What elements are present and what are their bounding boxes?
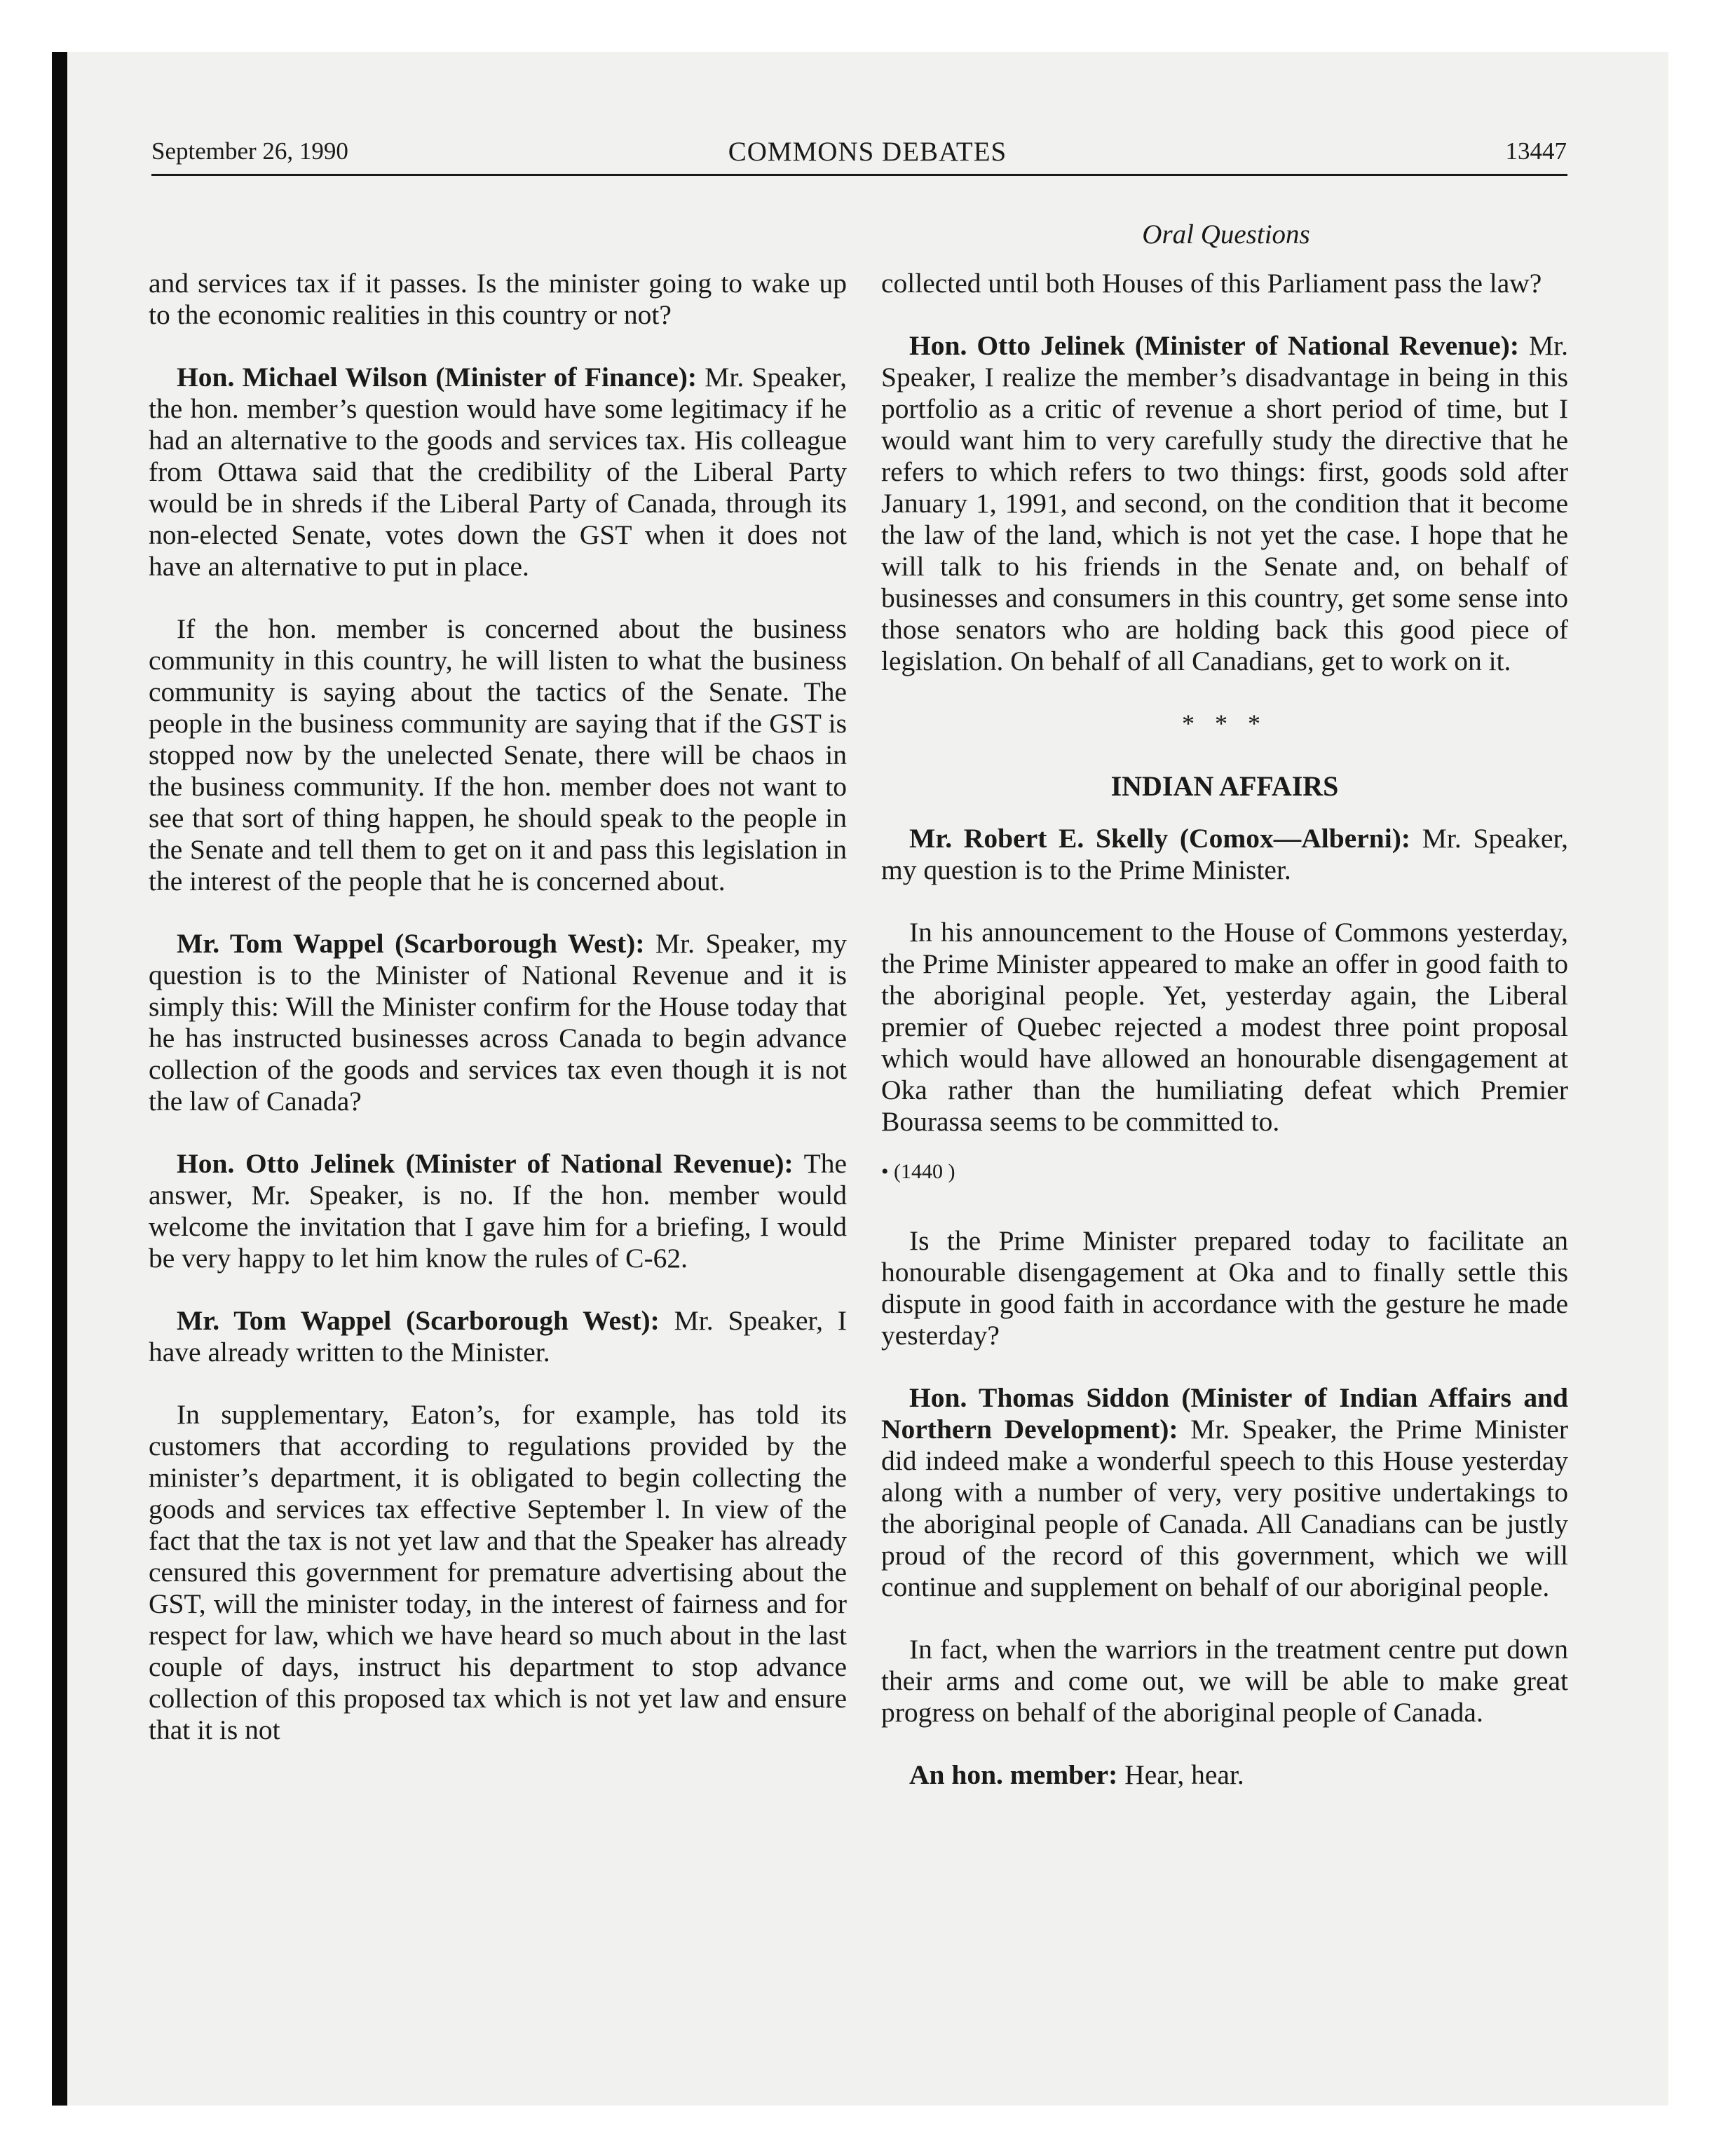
paragraph-text: Mr. Speaker, my question is to the Prime Minister. [881,823,1569,885]
speaker-name: Mr. Tom Wappel (Scarborough West): [177,928,645,959]
paragraph [881,268,1568,299]
paragraph [149,268,847,331]
header-rule [151,174,1567,176]
paragraph-text: If the hon. member is concerned about the business community in this country, he will listen to what the business community is saying about the tactics of the Senate. The people in the business community are saying that if the GST is stopped now by the unelected Senate, there will be chaos in the business community. If the hon. member does not want to see that sort of thing happen, he should speak to the people in the Senate and tell them to get on it and pass this legislation in the interest of the people that he is concerned about. [149,613,847,896]
paragraph [881,1382,1568,1603]
paragraph [149,928,847,1117]
speaker-name: An hon. member: [909,1759,1118,1790]
speaker-name: Hon. Michael Wilson (Minister of Finance): [177,362,698,393]
paragraph-text: and services tax if it passes. Is the minister going to wake up to the economic realities in this country or not? [149,268,847,330]
speaker-name: Hon. Thomas Siddon (Minister of Indian Affairs and Northern Development): [881,1382,1568,1445]
page-number: 13447 [1505,137,1567,165]
paragraph-text: In supplementary, Eaton’s, for example, has told its customers that according to regulations provided by the minister’s department, it is obligated to begin collecting the goods and services tax effective September l. In view of the fact that the tax is not yet law and that the Speaker has already censured this government for premature advertising about the GST, will the minister today, in the interest of fairness and for respect for law, which we have heard so much about in the last couple of days, instruct his department to stop advance collection of this proposed tax which is not yet law and ensure that it is not [149,1399,847,1745]
paragraph [149,613,847,897]
paragraph-text: In fact, when the warriors in the treatment centre put down their arms and come out, we will be able to make great progress on behalf of the aboriginal people of Canada. [881,1634,1568,1728]
header-title: COMMONS DEBATES [728,137,1007,167]
speaker-name: Mr. Tom Wappel (Scarborough West): [177,1305,660,1336]
paragraph-text: Hear, hear. [1117,1759,1244,1790]
paragraph [881,1225,1568,1351]
paragraph-text: Mr. Speaker, I have already written to the Minister. [149,1305,848,1367]
time-marker: • (1440 ) [881,1160,955,1183]
speaker-name: Hon. Otto Jelinek (Minister of National Revenue): [909,330,1519,361]
header-date: September 26, 1990 [151,137,348,165]
right-column [881,268,1568,1822]
left-column [149,268,847,1777]
paragraph-text: In his announcement to the House of Commons yesterday, the Prime Minister appeared to make an offer in good faith to the aboriginal people. Yet, yesterday again, the Liberal premier of Quebec rejected a modest three point proposal which would have allowed an honourable disengagement at Oka rather than the humiliating defeat which Premier Bourassa seems to be committed to. [881,917,1568,1137]
paragraph [881,1759,1568,1791]
paragraph-text: collected until both Houses of this Parliament pass the law? [881,268,1542,299]
section-heading: INDIAN AFFAIRS [1110,770,1339,802]
paragraph [149,1305,847,1368]
paragraph [149,1399,847,1746]
paragraph [881,917,1568,1138]
paragraph [881,823,1568,886]
paragraph-text: The answer, Mr. Speaker, is no. If the hon. member would welcome the invitation that I gave him for a briefing, I would be very happy to let him know the rules of C-62. [149,1148,847,1274]
speaker-name: Hon. Otto Jelinek (Minister of National Revenue): [177,1148,794,1179]
paragraph [149,1148,847,1274]
binding-edge [52,52,67,2106]
section-label: Oral Questions [1142,219,1310,250]
speaker-name: Mr. Robert E. Skelly (Comox—Alberni): [909,823,1411,854]
paragraph-text: Mr. Speaker, the hon. member’s question would have some legitimacy if he had an alternative to the goods and services tax. His colleague from Ottawa said that the credibility of the Liberal Party would be in shreds if the Liberal Party of Canada, through its non-elected Senate, votes down the GST when it does not have an alternative to put in place. [149,362,848,582]
paragraph [149,362,847,582]
paragraph [881,1634,1568,1728]
paragraph-text: Is the Prime Minister prepared today to facilitate an honourable disengagement at Oka and to finally settle this dispute in good faith in accordance with the gesture he made yesterday? [881,1225,1568,1351]
paragraph-text: Mr. Speaker, I realize the member’s disadvantage in being in this portfolio as a critic of revenue a short period of time, but I would want him to very carefully study the directive that he refers to which refers to two things: first, goods sold after January 1, 1991, and second, on the condition that it become the law of the land, which is not yet the case. I hope that he will talk to his friends in the Senate and, on behalf of businesses and consumers in this country, get some sense into those senators who are holding back this good piece of legislation. On behalf of all Canadians, get to work on it. [881,330,1568,676]
paragraph [881,330,1568,677]
paragraph-text: Mr. Speaker, my question is to the Minister of National Revenue and it is simply this: Will the Minister confirm for the House today that he has instructed businesses across Canada to begin advance collection of the goods and services tax even though it is not the law of Canada? [149,928,847,1117]
section-separator: * * * [1182,709,1267,737]
paragraph-text: Mr. Speaker, the Prime Minister did indeed make a wonderful speech to this House yesterday along with a number of very, very positive undertakings to the aboriginal people of Canada. All Canadians can be justly proud of the record of this government, which we will continue and supplement on behalf of our aboriginal people. [881,1414,1568,1602]
